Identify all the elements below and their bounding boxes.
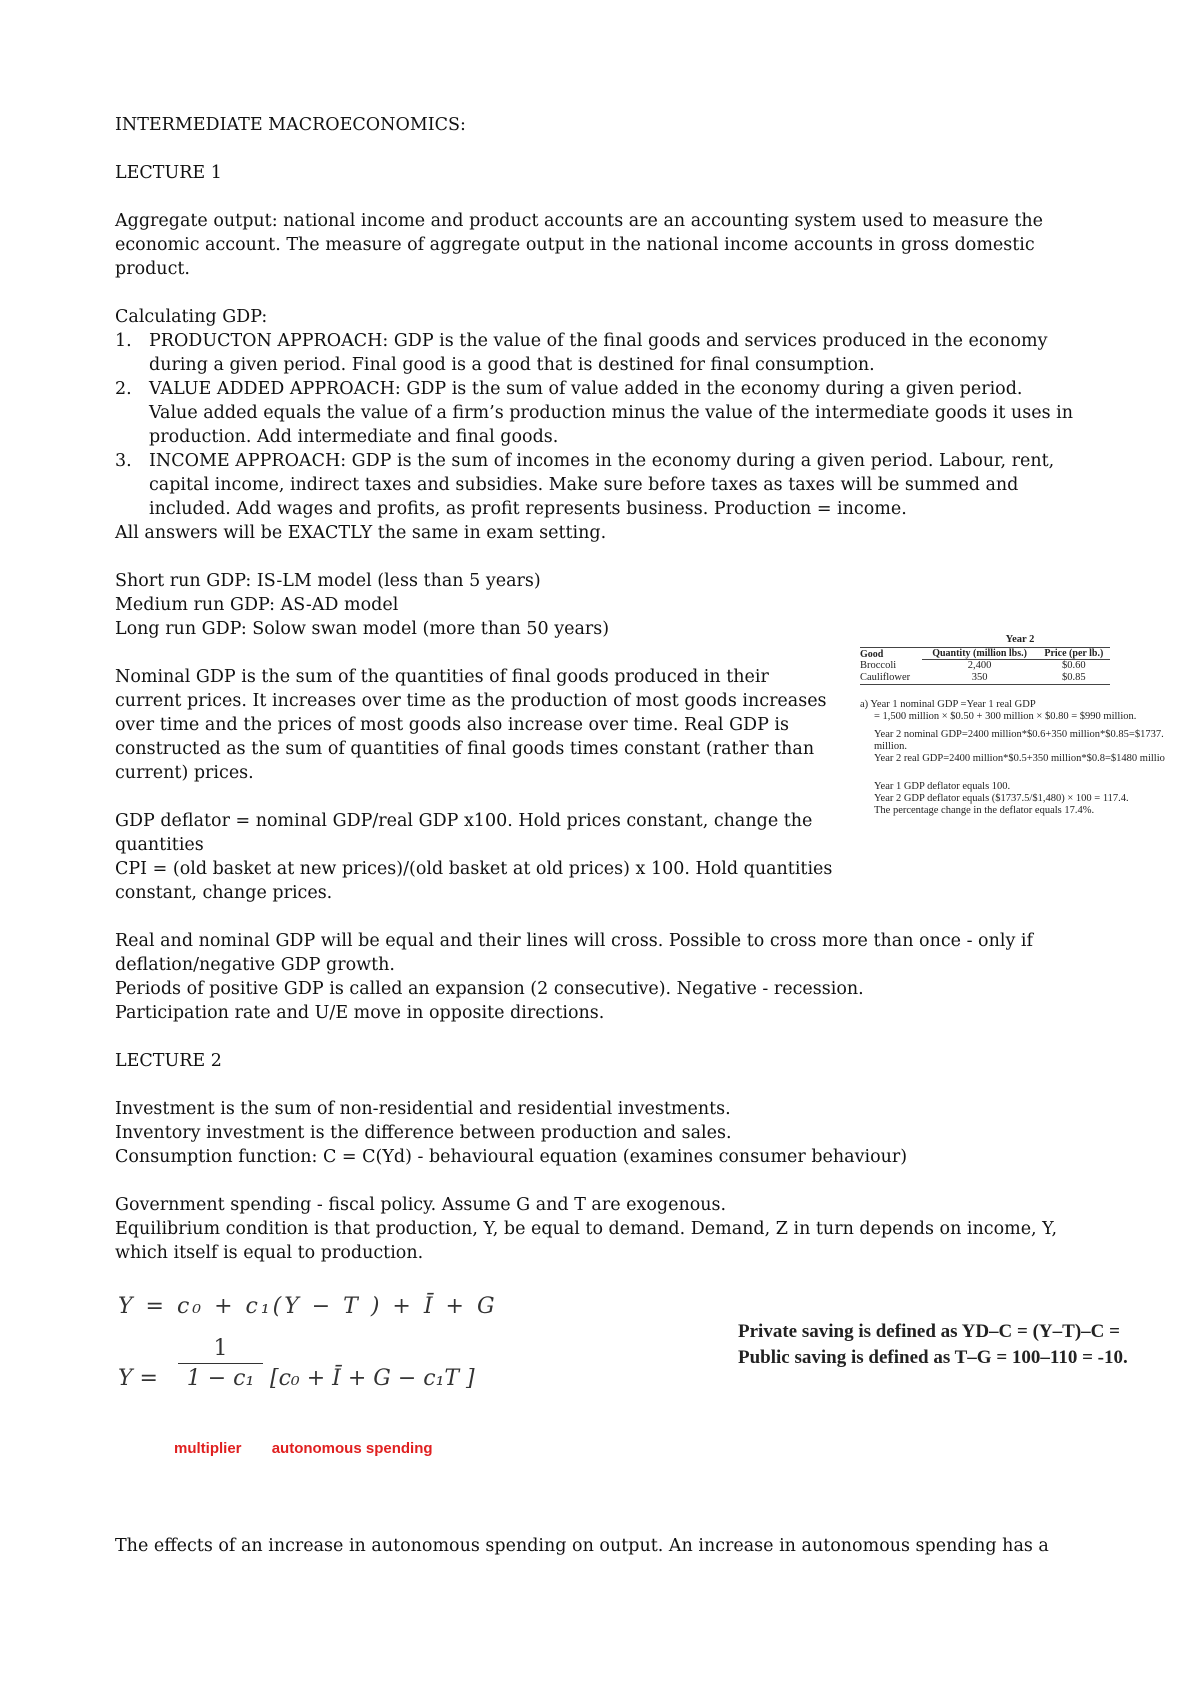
equation-image bbox=[118, 1294, 498, 1457]
table-header: Good bbox=[860, 648, 922, 660]
real-nominal-line: Participation rate and U/E move in opposite directions. bbox=[115, 1003, 605, 1023]
deflator-calculation bbox=[860, 781, 1200, 817]
multiplier-label: multiplier bbox=[174, 1440, 242, 1457]
gdp-calculation bbox=[860, 699, 1200, 765]
multiplier-fraction: 1 1 − c₁ bbox=[178, 1336, 263, 1391]
calc-line: a) Year 1 nominal GDP =Year 1 real GDP bbox=[860, 699, 1036, 710]
calc-line: = 1,500 million × $0.50 + 300 million × $0.80 = $990 million. bbox=[874, 711, 1137, 722]
table-header: Price (per lb.) bbox=[1038, 648, 1110, 660]
gdp-table bbox=[860, 647, 1110, 685]
table-header: Quantity (million lbs.) bbox=[922, 648, 1038, 660]
real-nominal-line: Periods of positive GDP is called an expansion (2 consecutive). Negative - recession. bbox=[115, 979, 864, 999]
calc-line: Year 2 nominal GDP=2400 million*$0.6+350 million*$0.85=$1737. bbox=[874, 729, 1164, 740]
model-line: Long run GDP: Solow swan model (more than 50 years) bbox=[115, 619, 610, 639]
approaches-list bbox=[115, 329, 1075, 521]
calculating-gdp-heading: Calculating GDP: bbox=[115, 307, 268, 327]
autonomous-spending-label: autonomous spending bbox=[271, 1440, 433, 1457]
government-line: Equilibrium condition is that production, Y, be equal to demand. Demand, Z in turn depends on income, Y, which itself is equal to production. bbox=[115, 1219, 1058, 1263]
equation-1: Y = c₀ + c₁(Y − T ) + Ī + G bbox=[118, 1294, 498, 1319]
calc-line: The percentage change in the deflator equals 17.4%. bbox=[874, 805, 1095, 816]
lecture-2-line: Consumption function: C = C(Yd) - behavioural equation (examines consumer behaviour) bbox=[115, 1147, 908, 1167]
closing-paragraph: The effects of an increase in autonomous spending on output. An increase in autonomous spending has a bbox=[115, 1536, 1049, 1556]
table-row: Broccoli 2,400 $0.60 bbox=[860, 659, 1086, 671]
calc-line: million. bbox=[874, 741, 907, 752]
lecture-2-line: Inventory investment is the difference between production and sales. bbox=[115, 1123, 732, 1143]
saving-image bbox=[738, 1319, 1128, 1371]
calc-line: Year 2 GDP deflator equals ($1737.5/$1,480) × 100 = 117.4. bbox=[874, 793, 1129, 804]
table-row: Cauliflower 350 $0.85 bbox=[860, 672, 1110, 685]
lecture-2-line: Investment is the sum of non-residential and residential investments. bbox=[115, 1099, 731, 1119]
public-saving: Public saving is defined as T–G = 100–110 = -10. bbox=[738, 1347, 1128, 1368]
calc-line: Year 2 real GDP=2400 million*$0.5+350 million*$0.8=$1480 millio bbox=[874, 753, 1165, 764]
lecture-1-heading: LECTURE 1 bbox=[115, 163, 222, 183]
private-saving: Private saving is defined as YD–C = (Y–T)–C = bbox=[738, 1321, 1120, 1342]
cpi-paragraph: CPI = (old basket at new prices)/(old basket at old prices) x 100. Hold quantities constant, change prices. bbox=[115, 859, 833, 903]
list-item: 1. PRODUCTON APPROACH: GDP is the value of the final goods and services produced in the economy during a given period. Final good is a good that is destined for final consumption. bbox=[115, 331, 1048, 375]
government-line: Government spending - fiscal policy. Assume G and T are exogenous. bbox=[115, 1195, 727, 1215]
list-item: 3. INCOME APPROACH: GDP is the sum of incomes in the economy during a given period. Labour, rent, capital income, indirect taxes and subsidies. Make sure before taxes as taxes will be summed and included. Add wages and profits, as profit represents business. Production = income. bbox=[115, 451, 1055, 519]
lecture-2-heading: LECTURE 2 bbox=[115, 1051, 222, 1071]
equation-labels bbox=[174, 1440, 459, 1457]
list-item: 2. VALUE ADDED APPROACH: GDP is the sum of value added in the economy during a given period. Value added equals the value of a firm’s production minus the value of the intermediate goods it uses in production. Add intermediate and final goods. bbox=[115, 379, 1074, 447]
document-title: INTERMEDIATE MACROECONOMICS: bbox=[115, 115, 466, 135]
real-nominal-line: Real and nominal GDP will be equal and their lines will cross. Possible to cross more than once - only if deflation/negative GDP growth. bbox=[115, 931, 1033, 975]
model-line: Short run GDP: IS-LM model (less than 5 years) bbox=[115, 571, 541, 591]
equation-2-lhs: Y = bbox=[118, 1366, 158, 1391]
table-year: Year 2 bbox=[1005, 634, 1035, 645]
calc-line: Year 1 GDP deflator equals 100. bbox=[874, 781, 1011, 792]
closing-section bbox=[115, 1534, 1075, 1558]
nominal-gdp-paragraph: Nominal GDP is the sum of the quantities of final goods produced in their current prices. It increases over time as the production of most goods increases over time and the prices of most goods also increase over time. Real GDP is constructed as the sum of quantities of final goods times constant (rather than current) prices. bbox=[115, 667, 827, 783]
gdp-deflator-paragraph: GDP deflator = nominal GDP/real GDP x100. Hold prices constant, change the quantities bbox=[115, 811, 813, 855]
equation-2-rhs: [c₀ + Ī + G − c₁T ] bbox=[270, 1366, 475, 1391]
intro-paragraph: Aggregate output: national income and product accounts are an accounting system used to measure the economic account. The measure of aggregate output in the national income accounts in gross domestic product. bbox=[115, 211, 1043, 279]
model-line: Medium run GDP: AS-AD model bbox=[115, 595, 399, 615]
all-answers-note: All answers will be EXACTLY the same in exam setting. bbox=[115, 523, 607, 543]
gdp-table-image bbox=[860, 634, 1200, 817]
